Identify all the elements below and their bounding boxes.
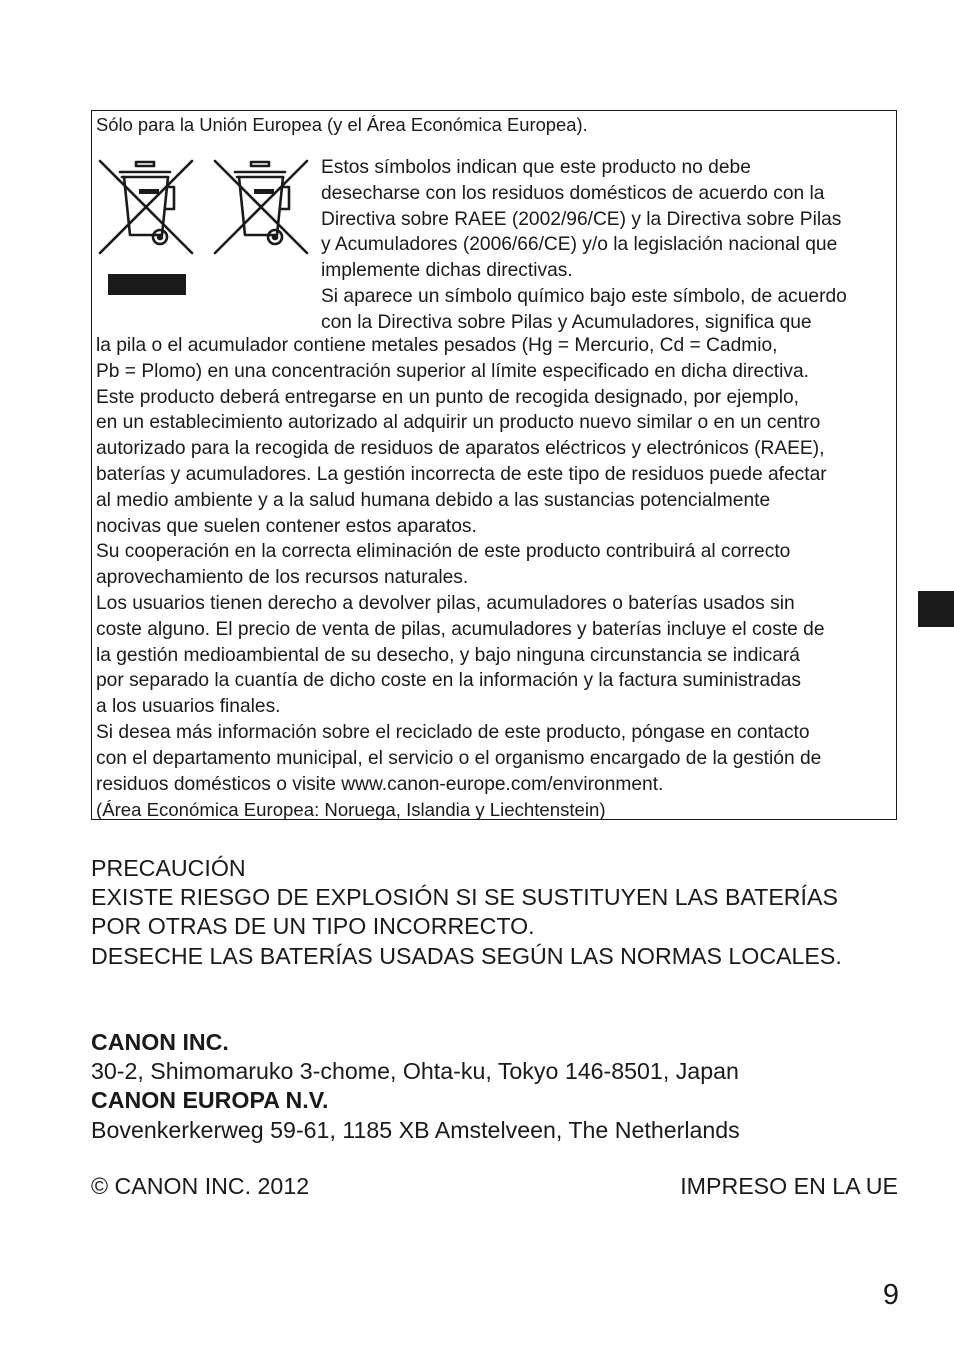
notice-line: por separado la cuantía de dicho coste en la información y la factura suministradas (96, 670, 802, 692)
company-address: 30-2, Shimomaruko 3-chome, Ohta-ku, Tokyo 146-8501, Japan (91, 1058, 739, 1085)
company-name: CANON INC. (91, 1029, 229, 1055)
notice-line: y Acumuladores (2006/66/CE) y/o la legislación nacional que (321, 234, 838, 256)
notice-line: Si desea más información sobre el reciclado de este producto, póngase en contacto (96, 721, 810, 743)
notice-line: nocivas que suelen contener estos aparatos. (96, 515, 477, 537)
notice-line: Directiva sobre RAEE (2002/96/CE) y la Directiva sobre Pilas (321, 208, 842, 230)
crossed-bin-with-bar-icon (96, 157, 196, 257)
caution-line: DESECHE LAS BATERÍAS USADAS SEGÚN LAS NORMAS LOCALES. (91, 942, 842, 969)
copyright-text: © CANON INC. 2012 (91, 1173, 310, 1199)
notice-heading: Sólo para la Unión Europea (y el Área Económica Europea). (96, 114, 588, 135)
notice-line: la gestión medioambiental de su desecho, y bajo ninguna circunstancia se indicará (96, 644, 800, 666)
notice-line: autorizado para la recogida de residuos de aparatos eléctricos y electrónicos (RAEE), (96, 438, 825, 460)
notice-intro-column (321, 155, 847, 336)
notice-line: baterías y acumuladores. La gestión incorrecta de este tipo de residuos puede afectar (96, 463, 827, 485)
notice-body (96, 333, 827, 823)
caution-line: POR OTRAS DE UN TIPO INCORRECTO. (91, 913, 535, 940)
notice-line: a los usuarios finales. (96, 696, 281, 718)
notice-line: Pb = Plomo) en una concentración superior al límite especificado en dicha directiva. (96, 360, 809, 382)
page-number: 9 (882, 1279, 899, 1311)
section-tab-marker (918, 591, 954, 627)
notice-line: coste alguno. El precio de venta de pilas, acumuladores y baterías incluye el coste de (96, 618, 825, 640)
notice-line: Su cooperación en la correcta eliminación de este producto contribuirá al correcto (96, 541, 791, 563)
printed-in-text: IMPRESO EN LA UE (680, 1173, 898, 1199)
crossed-bin-icon (211, 157, 311, 257)
notice-line: en un establecimiento autorizado al adquirir un producto nuevo similar o en un centro (96, 412, 821, 434)
notice-line: con la Directiva sobre Pilas y Acumuladores, significa que (321, 311, 812, 333)
notice-line: residuos domésticos o visite www.canon-europe.com/environment. (96, 773, 664, 795)
notice-line: Este producto deberá entregarse en un punto de recogida designado, por ejemplo, (96, 386, 799, 408)
notice-line: la pila o el acumulador contiene metales pesados (Hg = Mercurio, Cd = Cadmio, (96, 335, 778, 356)
chemical-symbol-bar (108, 274, 186, 295)
notice-line: Los usuarios tienen derecho a devolver pilas, acumuladores o baterías usados sin (96, 592, 795, 614)
caution-title: PRECAUCIÓN (91, 855, 246, 881)
notice-line: aprovechamiento de los recursos naturales. (96, 567, 469, 589)
notice-line: implemente dichas directivas. (321, 260, 573, 282)
caution-line: EXISTE RIESGO DE EXPLOSIÓN SI SE SUSTITUYEN LAS BATERÍAS (91, 884, 838, 911)
weee-notice-box (91, 110, 897, 820)
notice-line: Estos símbolos indican que este producto no debe (321, 157, 751, 178)
notice-line: Si aparece un símbolo químico bajo este símbolo, de acuerdo (321, 285, 847, 307)
company-name: CANON EUROPA N.V. (91, 1087, 329, 1114)
notice-line: desecharse con los residuos domésticos de acuerdo con la (321, 182, 825, 204)
company-address: Bovenkerkerweg 59-61, 1185 XB Amstelveen, The Netherlands (91, 1116, 740, 1143)
notice-line: con el departamento municipal, el servicio o el organismo encargado de la gestión de (96, 747, 822, 769)
contact-section (91, 1028, 740, 1145)
caution-section (91, 854, 842, 971)
notice-line: al medio ambiente y a la salud humana debido a las sustancias potencialmente (96, 489, 771, 511)
notice-footnote: (Área Económica Europea: Noruega, Islandia y Liechtenstein) (96, 799, 606, 821)
